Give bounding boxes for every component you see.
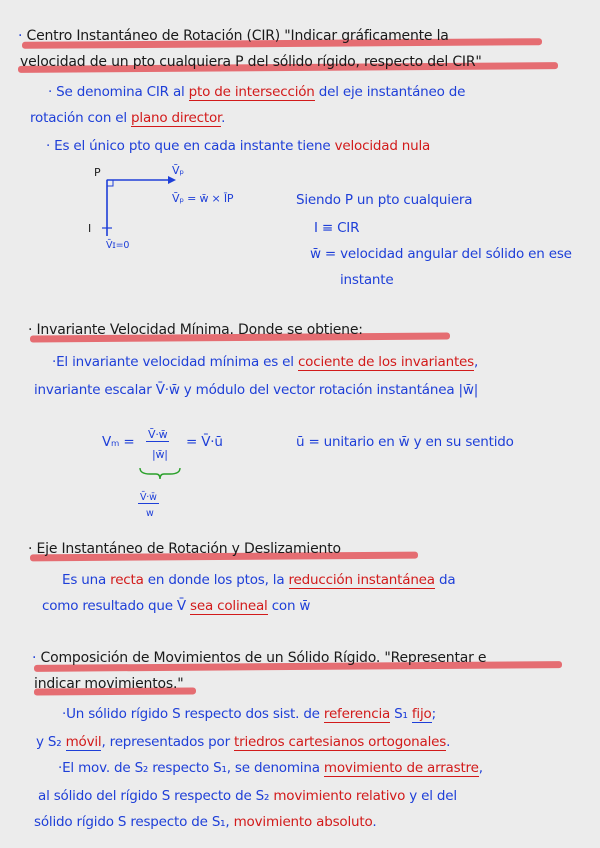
text: ·El mov. de S₂ respecto S₁, se denomina <box>58 760 320 776</box>
term-triedros: triedros cartesianos ortogonales <box>234 734 447 750</box>
text: · Se denomina CIR al <box>48 84 185 100</box>
text: S₁ <box>394 706 408 722</box>
text: como resultado que V̄ <box>42 598 186 614</box>
term-pto-interseccion: pto de intersección <box>188 84 315 100</box>
term-velocidad-nula: velocidad nula <box>334 138 431 154</box>
text: en donde los ptos, la <box>147 572 285 588</box>
cir-title-text: Centro Instantáneo de Rotación (CIR) "Indicar gráficamente la <box>26 28 449 44</box>
text: y S₂ <box>36 734 62 750</box>
formula-alt-numerator: V̄·w̄ <box>140 492 157 503</box>
text: . <box>372 814 377 830</box>
eje-paragraph-line2 <box>42 598 310 614</box>
text: , representados por <box>101 734 230 750</box>
bullet: · <box>18 28 27 44</box>
text: , <box>473 354 479 370</box>
comp-title-text: Composición de Movimientos de un Sólido Rígido. "Representar e <box>40 650 487 666</box>
label-vp: V̄ₚ <box>172 164 184 177</box>
text: ·El invariante velocidad mínima es el <box>52 354 294 370</box>
cir-paragraph1-line2 <box>30 110 225 126</box>
section-comp-title-line1 <box>32 650 486 666</box>
formula-vm-rhs: = V̄·ū <box>186 434 223 450</box>
section-cir-title-line2: velocidad de un pto cualquiera P del sólido rígido, respecto del CIR" <box>20 54 482 70</box>
term-cociente-invariantes: cociente de los invariantes <box>297 354 474 370</box>
bullet: · <box>32 650 41 666</box>
label-vi: V̄ɪ=0 <box>106 240 130 251</box>
text: . <box>446 734 451 750</box>
text: del eje instantáneo de <box>318 84 466 100</box>
term-movimiento-absoluto: movimiento absoluto <box>233 814 373 830</box>
right-angle-mark <box>107 180 113 186</box>
comp-paragraph-line2 <box>36 734 450 750</box>
cir-paragraph2 <box>46 138 430 154</box>
term-recta: recta <box>110 572 144 588</box>
text: sólido rígido S respecto de S₁, <box>34 814 230 830</box>
section-ivm-title: · Invariante Velocidad Mínima. Donde se obtiene: <box>28 322 363 338</box>
comp-paragraph-line4 <box>38 788 457 804</box>
text: y el del <box>409 788 457 804</box>
term-reduccion-instantanea: reducción instantánea <box>288 572 435 588</box>
comp-paragraph-line1 <box>62 706 436 722</box>
eje-paragraph-line1 <box>62 572 455 588</box>
definition-w: w̄ = velocidad angular del sólido en ese <box>310 246 572 262</box>
comp-paragraph-line3 <box>58 760 483 776</box>
text: ·Un sólido rígido S respecto dos sist. de <box>62 706 320 722</box>
definition-i: I ≡ CIR <box>314 220 360 236</box>
cir-paragraph1-line1 <box>48 84 465 100</box>
text: Es una <box>62 572 107 588</box>
green-brace <box>138 466 182 480</box>
term-fijo: fijo <box>411 706 432 722</box>
text: con w̄ <box>271 598 311 614</box>
vp-arrowhead <box>168 176 176 184</box>
definition-w-cont: instante <box>340 272 394 288</box>
label-p: P <box>94 166 101 179</box>
term-movimiento-arrastre: movimiento de arrastre <box>323 760 479 776</box>
comp-paragraph-line5 <box>34 814 376 830</box>
text: da <box>438 572 456 588</box>
text: . <box>221 110 226 126</box>
text: al sólido del rígido S respecto de S₂ <box>38 788 270 804</box>
term-referencia: referencia <box>323 706 391 722</box>
term-sea-colineal: sea colineal <box>190 598 268 614</box>
term-movil: móvil <box>65 734 102 750</box>
formula-alt-denominator: w <box>146 508 154 519</box>
text: ; <box>431 706 436 722</box>
text: rotación con el <box>30 110 127 126</box>
term-movimiento-relativo: movimiento relativo <box>273 788 406 804</box>
unit-vector-definition: ū = unitario en w̄ y en su sentido <box>296 434 514 450</box>
term-plano-director: plano director <box>131 110 222 126</box>
section-eje-title: · Eje Instantáneo de Rotación y Deslizamiento <box>28 541 341 557</box>
ivm-paragraph-line2: invariante escalar V̄·w̄ y módulo del vector rotación instantánea |w̄| <box>34 382 479 398</box>
label-i: I <box>88 222 92 235</box>
section-comp-title-line2: indicar movimientos." <box>34 676 184 692</box>
ivm-paragraph-line1 <box>52 354 478 370</box>
text: , <box>478 760 483 776</box>
definition-p: Siendo P un pto cualquiera <box>296 192 473 208</box>
text: · Es el único pto que en cada instante tiene <box>46 138 331 154</box>
formula-vm-denominator: |w̄| <box>152 448 168 461</box>
formula-vp: V̄ₚ = w̄ × ĪP <box>172 192 234 205</box>
section-cir-title-line1 <box>18 28 449 44</box>
formula-vm-numerator: V̄·w̄ <box>148 428 168 441</box>
formula-vm-lhs: Vₘ = <box>102 434 135 450</box>
